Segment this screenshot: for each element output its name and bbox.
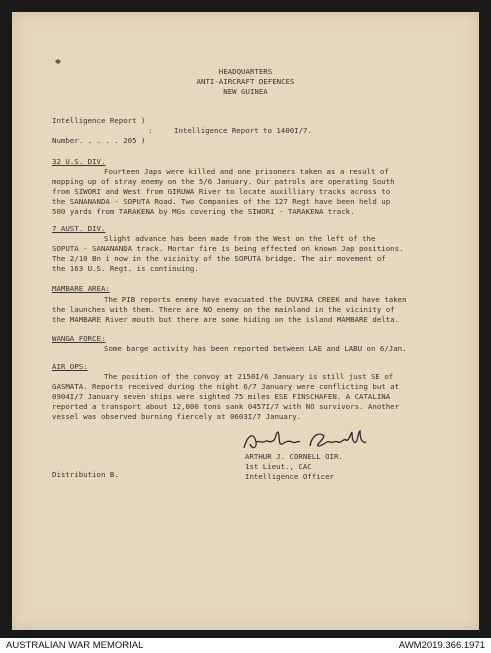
signatory-role: Intelligence Officer <box>245 472 334 481</box>
section-line: Slight advance has been made from the West on the left of the <box>104 234 376 243</box>
section-line: the 163 U.S. Regt. is continuing. <box>52 264 199 273</box>
archive-reference: AWM2019.366.1971 <box>398 640 485 651</box>
handwritten-signature <box>240 428 375 454</box>
section-heading-mambare-area: MAMBARE AREA: <box>52 284 110 293</box>
section-line: SOPUTA - SANANANDA track. Mortar fire is being effected on known Jap positions. <box>52 244 404 253</box>
section-line: reported a transport about 12,000 tons sank 0457I/7 with NO survivors. Another <box>52 402 400 411</box>
section-line: from SIWORI and West from GIRUWA River to locate auxilliary tracks across to <box>52 187 391 196</box>
header-line-3: NEW GUINEA <box>223 87 268 96</box>
section-line: mopping up of stray enemy on the 5/6 January. Our patrols are operating South <box>52 177 395 186</box>
section-line: GASMATA. Reports received during the night 6/7 January were conflicting but at <box>52 382 400 391</box>
archive-name: AUSTRALIAN WAR MEMORIAL <box>6 640 144 651</box>
section-heading-7-aust-div: 7 AUST. DIV. <box>52 224 106 233</box>
signatory-name: ARTHUR J. CORNELL OIR. <box>245 452 343 461</box>
report-number-label: Number. . . . . 205 ) <box>52 136 146 145</box>
archive-footer <box>0 638 491 653</box>
section-line: vessel was observed burning fiercely at 0603I/7 January. <box>52 412 302 421</box>
report-ref-colon: : <box>148 126 153 135</box>
section-line: Fourteen Japs were killed and one prisoners taken as a result of <box>104 167 389 176</box>
section-heading-32-us-div: 32 U.S. DIV. <box>52 157 106 166</box>
section-line: The PIB reports enemy have evacuated the DUVIRA CREEK and have taken <box>104 295 407 304</box>
signatory-rank: 1st Lieut., CAC <box>245 462 312 471</box>
section-heading-air-ops: AIR OPS: <box>52 362 88 371</box>
section-line: Some barge activity has been reported between LAE and LABU on 6/Jan. <box>104 344 407 353</box>
intel-report-label: Intelligence Report ) <box>52 116 146 125</box>
section-line: 0904I/7 January seven ships were sighted 75 miles ESE FINSCHAFEN. A CATALINA <box>52 392 391 401</box>
section-line: the SANANANDA - SOPUTA Road. Two Companies of the 127 Regt have been held up <box>52 197 391 206</box>
header-line-1: HEADQUARTERS <box>218 67 273 76</box>
section-line: the MAMBARE River mouth but there are some hiding on the island MAMBARE delta. <box>52 315 400 324</box>
section-line: The 2/10 Bn i now in the vicinity of the SOPUTA bridge. The air movement of <box>52 254 386 263</box>
report-title: Intelligence Report to 1400I/7. <box>174 126 312 135</box>
section-line: the launches with them. There are NO enemy on the mainland in the vicinity of <box>52 305 395 314</box>
section-heading-wanga-force: WANGA FORCE: <box>52 334 106 343</box>
section-line: The position of the convoy at 2150I/6 January is still just SE of <box>104 372 394 381</box>
punch-hole-icon <box>54 58 62 65</box>
header-line-2: ANTI-AIRCRAFT DEFENCES <box>196 77 295 86</box>
section-line: 500 yards from TARAKENA by MGs covering the SIWORI - TARAKENA track. <box>52 207 355 216</box>
document-page <box>12 12 479 630</box>
distribution-note: Distribution B. <box>52 470 119 479</box>
